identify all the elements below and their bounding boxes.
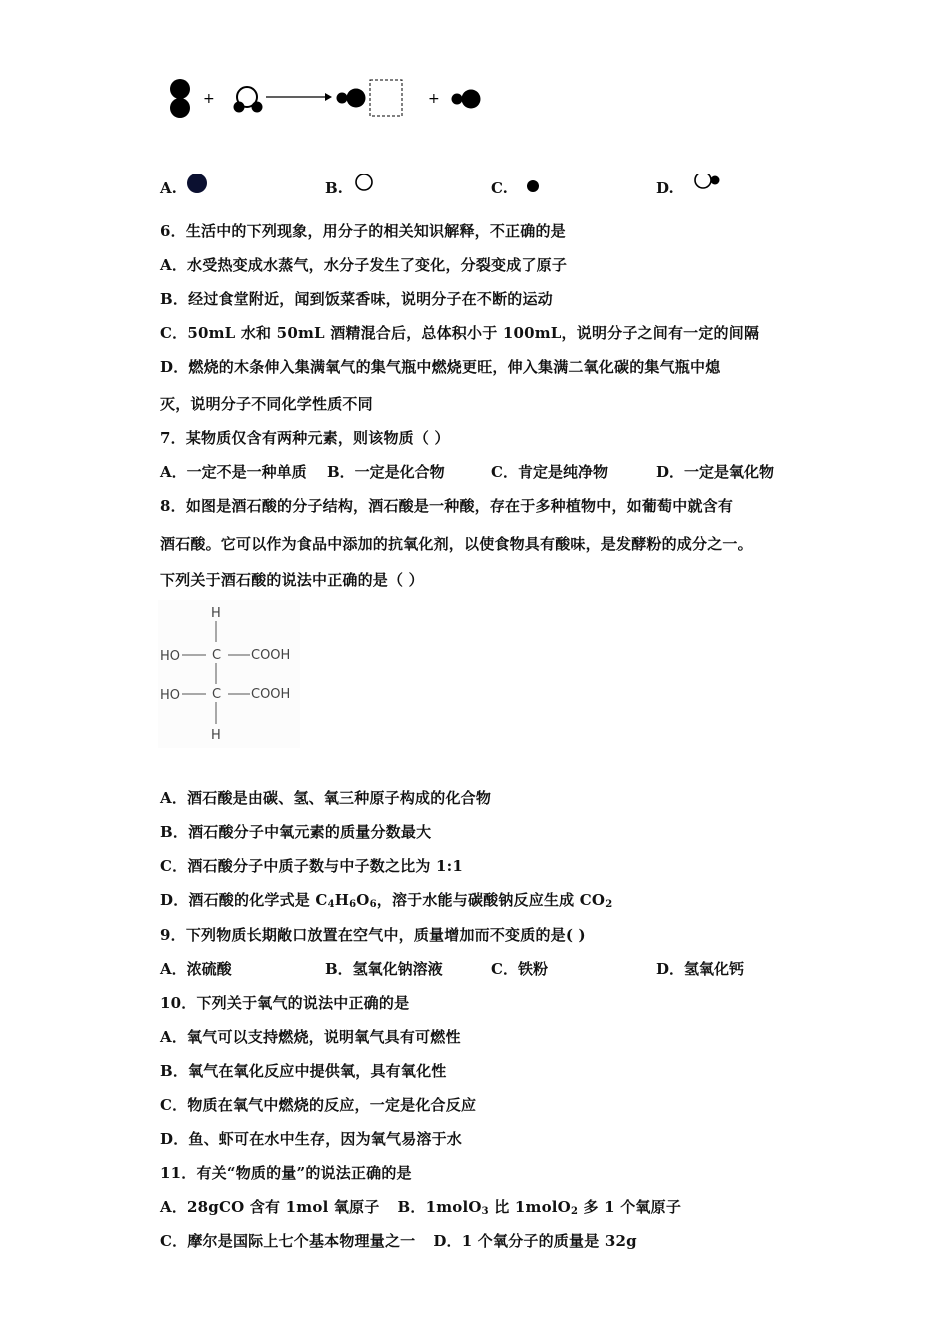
reactant-black-atom-bottom <box>170 98 190 118</box>
q9-option-b[interactable]: B．氢氧化钠溶液 <box>325 960 443 978</box>
q8-d-sub: 2 <box>605 899 613 910</box>
q6-option-a[interactable]: A．水受热变成水蒸气，水分子发生了变化，分裂变成了原子 <box>160 256 568 274</box>
q11-option-a[interactable]: A．28gCO 含有 1mol 氧原子 <box>160 1198 380 1216</box>
q7-stem: 7．某物质仅含有两种元素，则该物质（ ） <box>160 429 450 447</box>
q8-option-c[interactable]: C．酒石酸分子中质子数与中子数之比为 1:1 <box>160 857 463 875</box>
hollow-with-small-atom-icon <box>693 174 727 196</box>
q11-b-sub: 2 <box>570 1206 579 1217</box>
struct-c-1: C <box>212 648 222 663</box>
q5-option-b[interactable] <box>325 174 378 197</box>
q8-option-a[interactable]: A．酒石酸是由碳、氢、氧三种原子构成的化合物 <box>160 789 492 807</box>
reactant-small-black-atom-right <box>252 102 263 113</box>
q11-b-text: 多 1 个氧原子 <box>578 1198 682 1216</box>
q8-d-text: H <box>334 891 350 909</box>
small-black-atom-icon <box>525 174 549 196</box>
q11-option-c[interactable]: C．摩尔是国际上七个基本物理量之一 <box>160 1232 416 1250</box>
plus-sign: + <box>428 91 440 107</box>
q8-d-sub: 4 <box>327 899 335 910</box>
q9-option-d[interactable]: D．氢氧化钙 <box>656 960 745 978</box>
reactant-black-atom-top <box>170 79 190 99</box>
q9-stem: 9．下列物质长期敞口放置在空气中，质量增加而不变质的是( ) <box>160 926 586 944</box>
q8-stem-line-3: 下列关于酒石酸的说法中正确的是（ ） <box>160 571 424 589</box>
arrow-head-icon <box>325 93 332 101</box>
q10-option-b[interactable]: B．氧气在氧化反应中提供氧，具有氧化性 <box>160 1062 447 1080</box>
tartaric-acid-structure <box>158 600 300 748</box>
q6-stem: 6．生活中的下列现象，用分子的相关知识解释，不正确的是 <box>160 222 566 240</box>
q8-d-text: D．酒石酸的化学式是 C <box>160 891 328 909</box>
q10-option-d[interactable]: D．鱼、虾可在水中生存，因为氧气易溶于水 <box>160 1130 463 1148</box>
q9-option-c[interactable]: C．铁粉 <box>491 960 548 978</box>
product-large-black-atom-2 <box>462 90 481 109</box>
q6-option-d[interactable]: D．燃烧的木条伸入集满氧气的集气瓶中燃烧更旺，伸入集满二氧化碳的集气瓶中熄 <box>160 358 721 376</box>
product-small-black-atom <box>337 93 348 104</box>
q8-d-sub: 6 <box>369 899 377 910</box>
q7-option-c[interactable]: C．肯定是纯净物 <box>491 463 608 481</box>
q11-options-ab <box>160 1196 681 1217</box>
q8-d-text: O <box>356 891 370 909</box>
q11-b-text: 比 1molO <box>488 1198 571 1216</box>
struct-ho-1: HO <box>160 649 181 664</box>
q8-option-b[interactable]: B．酒石酸分子中氧元素的质量分数最大 <box>160 823 432 841</box>
q8-d-sub: 6 <box>349 899 357 910</box>
q7-option-b[interactable]: B．一定是化合物 <box>327 463 445 481</box>
q11-stem: 11．有关“物质的量”的说法正确的是 <box>160 1164 412 1182</box>
q8-stem-line-1: 8．如图是酒石酸的分子结构，酒石酸是一种酸，存在于多种植物中，如葡萄中就含有 <box>160 497 734 515</box>
q5-option-b-label: B. <box>325 179 343 197</box>
q10-option-c[interactable]: C．物质在氧气中燃烧的反应，一定是化合反应 <box>160 1096 477 1114</box>
q5-option-c[interactable] <box>491 174 549 197</box>
hollow-atom-icon <box>354 174 378 196</box>
struct-cooh-2: COOH <box>251 687 291 702</box>
unknown-product-box <box>370 80 402 116</box>
q7-option-d[interactable]: D．一定是氧化物 <box>656 463 775 481</box>
q5-option-d-label: D. <box>656 179 674 197</box>
struct-h-bottom: H <box>211 728 221 743</box>
large-dark-atom-icon <box>185 174 209 196</box>
q11-b-text: B．1molO <box>397 1198 482 1216</box>
reaction-diagram <box>165 72 495 126</box>
q5-option-d[interactable] <box>656 174 727 197</box>
plus-sign: + <box>203 91 215 107</box>
struct-h-top: H <box>211 606 221 621</box>
q8-d-text: ，溶于水能与碳酸钠反应生成 CO <box>376 891 606 909</box>
q6-option-d-continued: 灭，说明分子不同化学性质不同 <box>160 395 373 413</box>
q6-option-b[interactable]: B．经过食堂附近，闻到饭菜香味，说明分子在不断的运动 <box>160 290 553 308</box>
q5-option-c-label: C. <box>491 179 508 197</box>
q5-option-a[interactable] <box>160 174 209 197</box>
struct-c-2: C <box>212 687 222 702</box>
q8-stem-line-2: 酒石酸。它可以作为食品中添加的抗氧化剂，以使食物具有酸味，是发酵粉的成分之一。 <box>160 535 753 553</box>
q5-option-a-label: A. <box>160 179 177 197</box>
q11-options-cd <box>160 1230 637 1251</box>
q8-option-d[interactable] <box>160 889 612 910</box>
struct-cooh-1: COOH <box>251 648 291 663</box>
reactant-small-black-atom-left <box>234 102 245 113</box>
q11-option-d[interactable]: D．1 个氧分子的质量是 32g <box>433 1232 637 1250</box>
q10-stem: 10．下列关于氧气的说法中正确的是 <box>160 994 410 1012</box>
q9-option-a[interactable]: A．浓硫酸 <box>160 960 232 978</box>
product-small-black-atom-2 <box>452 94 463 105</box>
q11-option-b[interactable] <box>397 1198 681 1216</box>
q11-b-sub: 3 <box>481 1206 489 1217</box>
q10-option-a[interactable]: A．氧气可以支持燃烧，说明氧气具有可燃性 <box>160 1028 461 1046</box>
struct-ho-2: HO <box>160 688 181 703</box>
q7-option-a[interactable]: A．一定不是一种单质 <box>160 463 307 481</box>
product-large-black-atom <box>347 89 366 108</box>
q6-option-c[interactable]: C．50mL 水和 50mL 酒精混合后，总体积小于 100mL，说明分子之间有一定的间隔 <box>160 324 760 342</box>
